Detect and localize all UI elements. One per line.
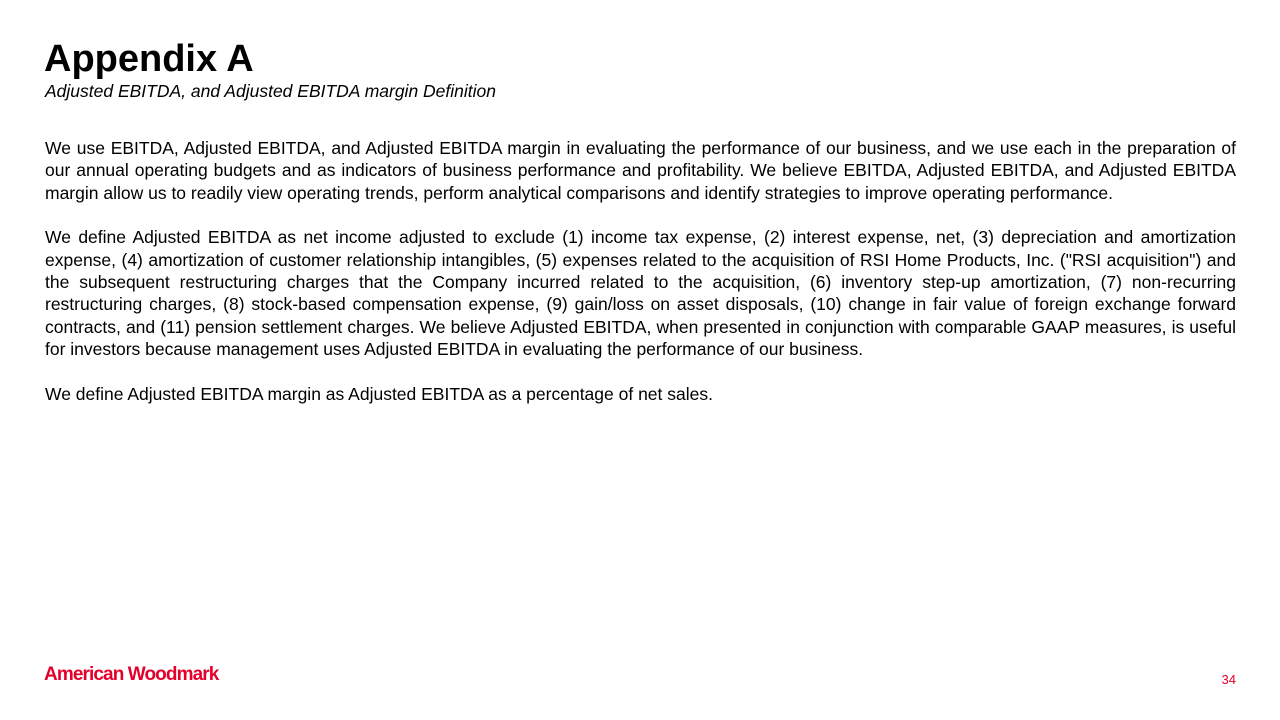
company-logo: American Woodmark — [44, 664, 219, 685]
paragraph-ebitda-usage: We use EBITDA, Adjusted EBITDA, and Adjusted EBITDA margin in evaluating the performance of our business, and we use each in the preparation of our annual operating budgets and as indicators of business performance and profitability. We believe EBITDA, Adjusted EBITDA, and Adjusted EBITDA margin allow us to readily view operating trends, perform analytical comparisons and identify strategies to improve operating performance. — [45, 138, 1236, 203]
body-text — [45, 137, 1236, 427]
slide-title: Appendix A — [44, 38, 254, 80]
paragraph-margin-definition: We define Adjusted EBITDA margin as Adjusted EBITDA as a percentage of net sales. — [45, 383, 713, 404]
page-number: 34 — [1221, 672, 1236, 687]
paragraph-ebitda-definition: We define Adjusted EBITDA as net income adjusted to exclude (1) income tax expense, (2) interest expense, net, (3) depreciation and amortization expense, (4) amortization of customer relationship intangibles, (5) expenses related to the acquisition of RSI Home Products, Inc. ("RSI acquisition") and the subsequent restructuring charges that the Company incurred related to the acquisition, (6) inventory step-up amortization, (7) non-recurring restructuring charges, (8) stock-based compensation expense, (9) gain/loss on asset disposals, (10) change in fair value of foreign exchange forward contracts, and (11) pension settlement charges. We believe Adjusted EBITDA, when presented in conjunction with comparable GAAP measures, is useful for investors because management uses Adjusted EBITDA in evaluating the performance of our business. — [45, 227, 1236, 360]
slide-subtitle: Adjusted EBITDA, and Adjusted EBITDA margin Definition — [45, 81, 497, 101]
